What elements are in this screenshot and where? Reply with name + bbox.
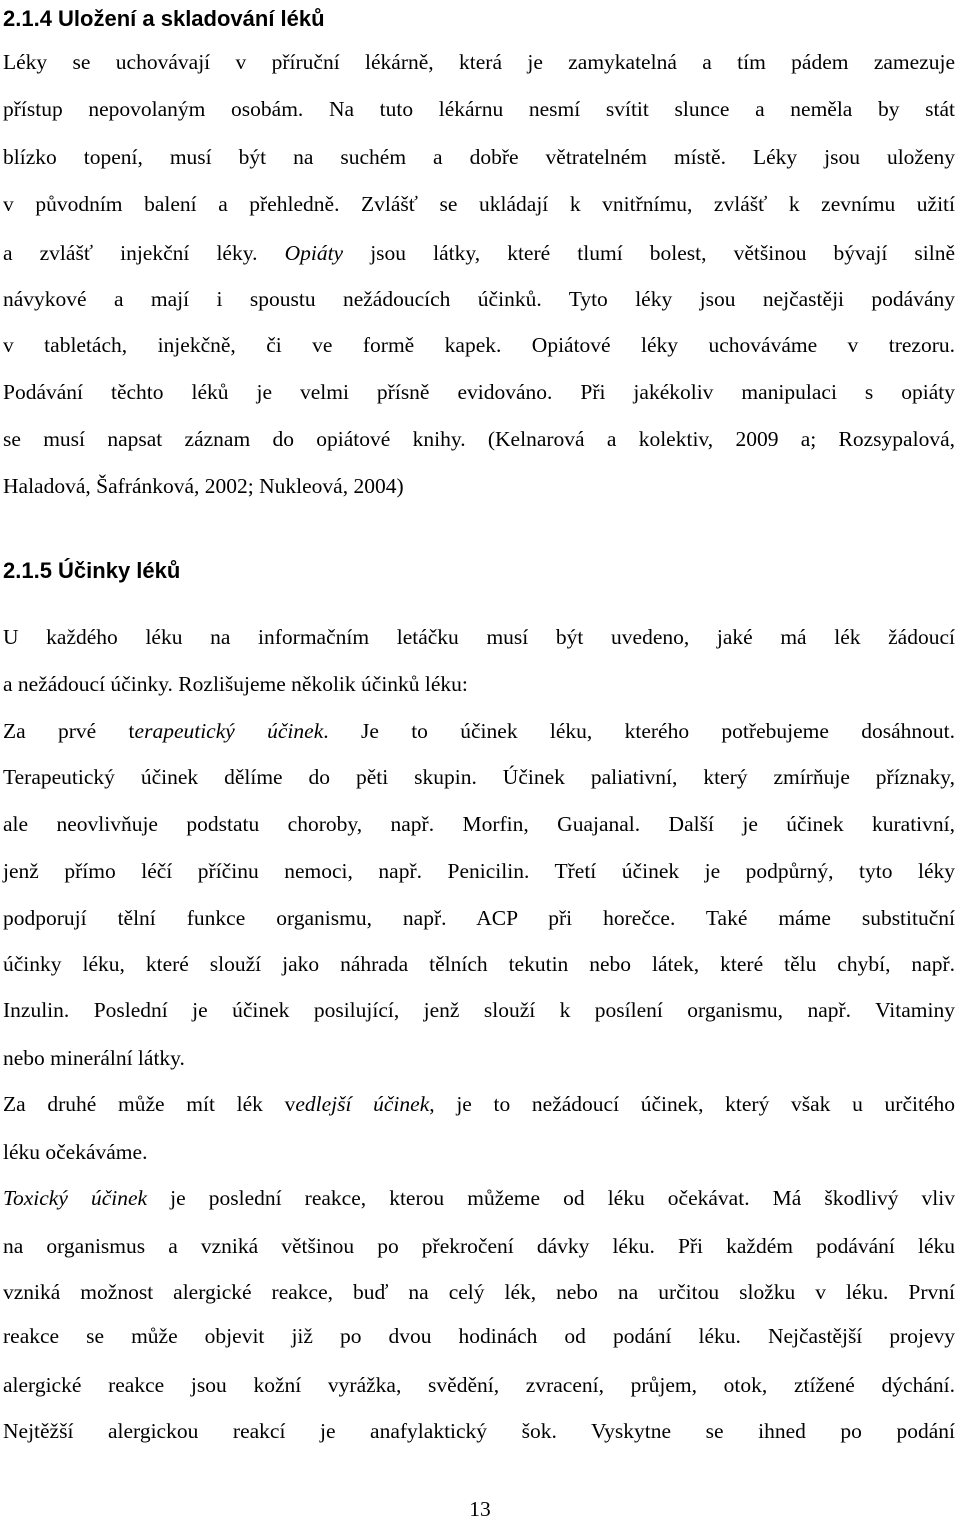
text-run: návykové a mají i spoustu nežádoucích účinků. Tyto léky jsou nejčastěji podávány (3, 287, 955, 311)
text-line (3, 810, 955, 838)
text-line (3, 1138, 147, 1166)
text-run: reakce se může objevit již po dvou hodinách od podání léku. Nejčastější projevy (3, 1324, 955, 1348)
section-heading-effects: 2.1.5 Účinky léků (3, 558, 181, 583)
text-line (3, 1322, 955, 1350)
text-run: léku očekáváme. (3, 1140, 148, 1164)
text-line (3, 1232, 955, 1260)
section-heading-storage: 2.1.4 Uložení a skladování léků (3, 6, 325, 31)
text-line (3, 48, 955, 76)
text-line (3, 950, 955, 978)
text-line (3, 717, 955, 745)
text-line (3, 1044, 185, 1072)
text-line (3, 1184, 955, 1212)
text-line (3, 857, 955, 885)
text-line (3, 143, 955, 171)
text-line (3, 670, 468, 698)
text-line (3, 239, 955, 267)
text-run: Léky se uchovávají v příruční lékárně, která je zamykatelná a tím pádem zamezuje (3, 50, 955, 74)
text-run: Haladová, Šafránková, 2002; Nukleová, 2004) (3, 474, 404, 498)
text-run: , je to nežádoucí účinek, který však u určitého (429, 1092, 955, 1116)
text-line (3, 378, 955, 406)
text-run: v původním balení a přehledně. Zvlášť se ukládají k vnitřnímu, zvlášť k zevnímu užití (3, 192, 955, 216)
text-run: ale neovlivňuje podstatu choroby, např. Morfin, Guajanal. Další je účinek kurativní, (3, 812, 955, 836)
text-run: Terapeutický účinek dělíme do pěti skupin. Účinek paliativní, který zmírňuje příznaky, (3, 765, 955, 789)
text-run: Podávání těchto léků je velmi přísně evidováno. Při jakékoliv manipulaci s opiáty (3, 380, 955, 404)
text-line (3, 95, 955, 123)
text-run: nebo minerální látky. (3, 1046, 185, 1070)
text-line (3, 1417, 955, 1445)
text-run: je poslední reakce, kterou můžeme od léku očekávat. Má škodlivý vliv (147, 1186, 955, 1210)
text-run: podporují tělní funkce organismu, např. ACP při horečce. Také máme substituční (3, 906, 955, 930)
text-line (3, 1371, 955, 1399)
text-run: a zvlášť injekční léky. (3, 241, 285, 265)
text-run: na organismus a vzniká většinou po překročení dávky léku. Při každém podávání léku (3, 1234, 955, 1258)
text-line (3, 996, 955, 1024)
text-line (3, 623, 955, 651)
text-run: a nežádoucí účinky. Rozlišujeme několik účinků léku: (3, 672, 468, 696)
emphasis-term: Opiáty (284, 241, 344, 265)
text-run: alergické reakce jsou kožní vyrážka, svědění, zvracení, průjem, otok, ztížené dýchání. (3, 1373, 955, 1397)
text-run: blízko topení, musí být na suchém a dobře větratelném místě. Léky jsou uloženy (3, 145, 955, 169)
page-number: 13 (469, 1497, 491, 1521)
text-run: Nejtěžší alergickou reakcí je anafylaktický šok. Vyskytne se ihned po podání (3, 1419, 955, 1443)
text-line (3, 1090, 955, 1118)
emphasis-term: edlejší účinek (295, 1092, 430, 1116)
text-line (3, 190, 955, 218)
text-run: Za druhé může mít lék v (3, 1092, 296, 1116)
text-run: jsou látky, které tlumí bolest, většinou bývají silně (343, 241, 956, 265)
text-run: Inzulin. Poslední je účinek posilující, jenž slouží k posílení organismu, např. Vitaminy (3, 998, 955, 1022)
text-run: U každého léku na informačním letáčku musí být uvedeno, jaké má lék žádoucí (3, 625, 955, 649)
text-run: v tabletách, injekčně, či ve formě kapek. Opiátové léky uchováváme v trezoru. (3, 333, 955, 357)
text-line (3, 472, 404, 500)
text-line (3, 763, 955, 791)
text-run: Za prvé t (3, 719, 135, 743)
emphasis-term: erapeutický účinek (134, 719, 324, 743)
text-run: jenž přímo léčí příčinu nemoci, např. Penicilin. Třetí účinek je podpůrný, tyto léky (3, 859, 955, 883)
emphasis-term: Toxický účinek (3, 1186, 148, 1210)
text-run: se musí napsat záznam do opiátové knihy. (Kelnarová a kolektiv, 2009 a; Rozsypalová, (3, 427, 955, 451)
text-run: účinky léku, které slouží jako náhrada tělních tekutin nebo látek, které tělu chybí, např. (3, 952, 955, 976)
text-run: vzniká možnost alergické reakce, buď na celý lék, nebo na určitou složku v léku. První (3, 1280, 955, 1304)
text-line (3, 331, 955, 359)
text-line (3, 904, 955, 932)
text-line (3, 1278, 955, 1306)
text-line (3, 425, 955, 453)
text-line (3, 285, 955, 313)
text-run: . Je to účinek léku, kterého potřebujeme dosáhnout. (323, 719, 955, 743)
text-run: přístup nepovolaným osobám. Na tuto lékárnu nesmí svítit slunce a neměla by stát (3, 97, 955, 121)
